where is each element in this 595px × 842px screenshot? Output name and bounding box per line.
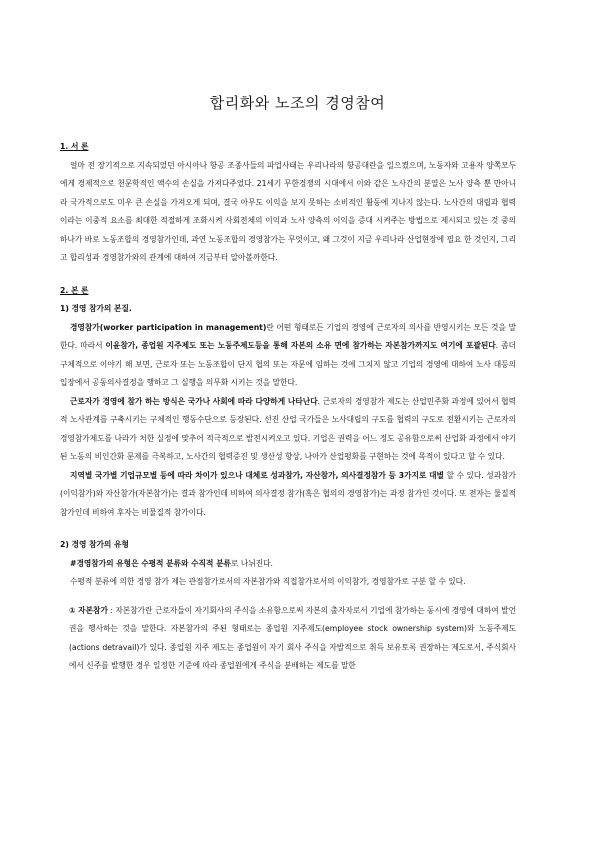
subsection-2-note: #경영참가의 유형은 수평적 분류와 수직적 분류로 나뉘진다. (70, 558, 273, 568)
subsection-1-heading: 1) 경영 참가의 본질. (60, 304, 132, 313)
list-item-capital-participation: ① 자본참가 : 자본참가란 근로자들이 자기회사의 주식을 소유함으로써 자본의 출자자로서 기업에 참가하는 동시에 경영에 대하여 발언권을 행사하는 것을 말한다. 자본참가의 주된 형태로는 종업원 지주제도(employee stock ownership system)와 노동주제도(actions detravail)가 있다. 종업원 지주 제도는 종업원이 자기 회사 주식을 자발적으로 취득 보유토록 권장하는 제도로서, 주식회사에서 신주를 발행한 경우 일정한 기준에 따라 종업원에게 주식을 분배하는 제도를 말한 (69, 605, 517, 670)
section-2-heading: 2. 본 론 (60, 285, 89, 295)
subsection-2-paragraph: 수평적 분류에 의한 경영 참가 제는 관점참가로서의 자본참가와 직접참가로서의 이익참가, 경영참가로 구분 할 수 있다. (70, 577, 466, 586)
section-1-heading: 1. 서 론 (60, 142, 89, 151)
section-1-paragraph: 얼마 전 장기적으로 지속되었던 아시아나 항공 조종사들의 파업사태는 우리나라의 항공대란을 일으켰으며, 노동자와 고용자 양쪽모두에게 경제적으로 천문학적인 액수의 손실을 가져다주었다. 21세기 무한경쟁의 시대에서 이와 같은 노사간의 분열은 노사 양측 뿐 만아니라 국가적으로도 미우 큰 손실을 가져오게 되며, 결국 아무도 이익을 보지 못하는 소비적인 활동에 지나지 않는다. 노사간의 대립과 협력이라는 이중적 요소를 최대한 적절하게 조화시켜 사회전체의 이익과 노사 양측의 이익을 증대 시켜주는 방법으로 제시되고 있는 것 중의 하나가 바로 노동조합의 경영참가인데, 과연 노동조합의 경영참가는 무엇이고, 왜 그것이 지금 우리나라 산업현장에 필요 한 것인지, 그리고 합리성과 경영참가와의 관계에 대하여 지금부터 알아볼까한다. (60, 160, 516, 262)
item-label: ① 자본참가 (69, 605, 108, 615)
subsection-1-paragraph-1: 경영참가(worker participation in management)란 어떤 형태로든 기업의 경영에 근로자의 의사를 반영시키는 모든 것을 말한다. 따라서 이윤참가, 종업원 지주제도 또는 노동주제도등을 통해 자본의 소유 면에 참가하는 자본참가까지도 여기에 포괄된다. 좀더 구체적으로 이야기 해 보면, 근로자 또는 노동조합이 단지 협의 또는 자문에 임하는 것에 그치지 않고 기업의 경영에 대하여 노사 대등의 입장에서 공동의사결정을 행하고 그 실행을 의무화 시키는 것을 말한다. (60, 322, 517, 387)
subsection-2-heading: 2) 경영 참가의 유형 (60, 540, 129, 549)
document-body (60, 138, 516, 676)
subsection-1-paragraph-2: 근로자가 경영에 참가 하는 방식은 국가나 사회에 따라 다양하게 나타난다. 근로자의 경영참가 제도는 산업민주화 과정에 있어서 협력적 노사관계를 구축시키는 구체적인 행동수단으로 등장된다. 선진 산업 국가들은 노사대립의 구도를 협력의 구도로 전환시키는 근로자의 경영참가제도를 나라가 처한 실정에 맞추어 적극적으로 발전시켜오고 있다. 기업은 권력을 어느 정도 공유함으로써 산업화 과정에서 야기된 노동의 비인간화 문제를 극복하고, 노사간의 협력증진 및 생산성 향상, 나아가 산업평화를 구현하는 것에 목적이 있다고 할 수 있다. (60, 396, 517, 461)
document-title: 합리화와 노조의 경영참여 (209, 94, 386, 112)
subsection-1-paragraph-3: 지역별 국가별 기업규모별 등에 따라 차이가 있으나 대체로 성과참가, 자산참가, 의사결정참가 등 3가지로 대별 할 수 있다. 성과참가(이익참가)와 자산참가(자본참가)는 결과 참가인데 비하여 의사결정 참가(혹은 협의의 경영참가)는 과정 참가인 것이다. 또 전자는 물질적 참가인데 비하여 후자는 비물질적 참가이다. (60, 470, 516, 517)
term-worker-participation: 경영참가(worker participation in management) (70, 322, 267, 332)
